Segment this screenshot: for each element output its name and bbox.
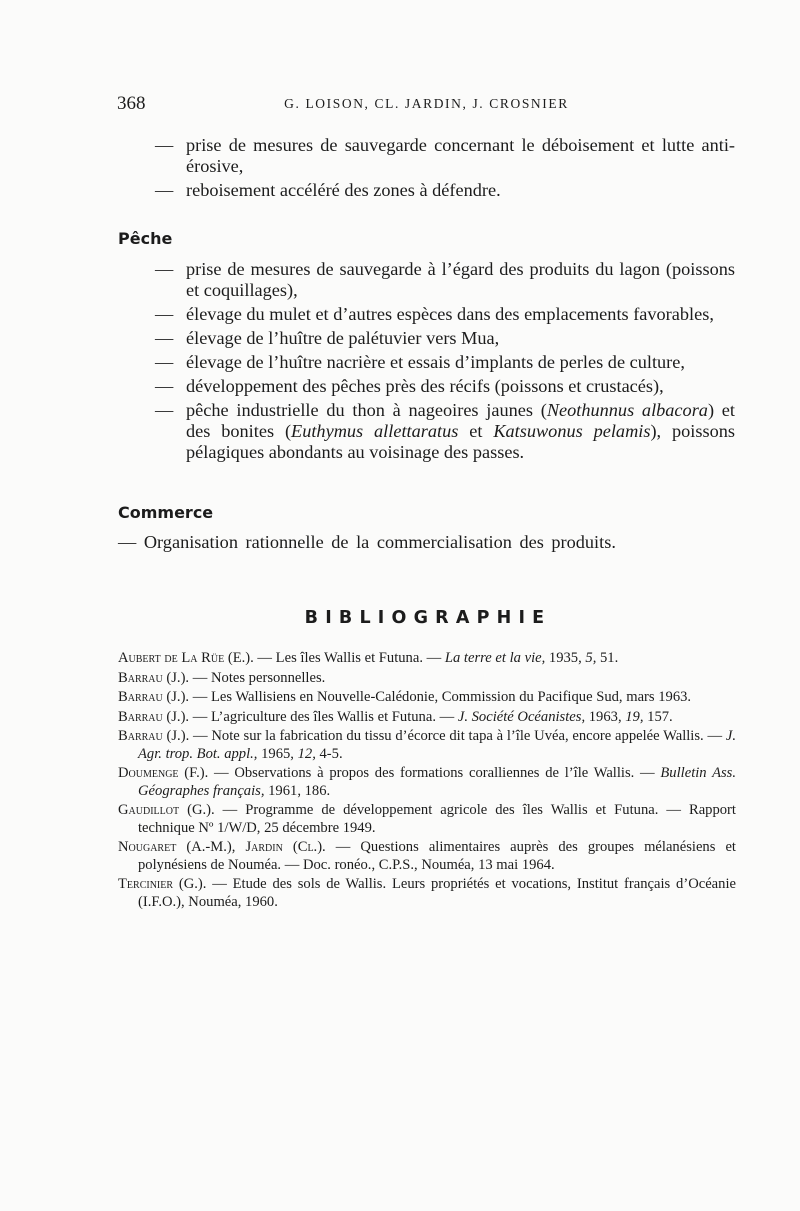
- reference-source: J. Société Océanistes,: [457, 708, 586, 725]
- dash-bullet: —: [155, 259, 174, 279]
- reference-entry: [118, 670, 736, 688]
- reference-text: — Les Wallisiens en Nouvelle-Calédonie, Commission du Pacifique Sud, mars 1963.: [189, 689, 692, 705]
- reference-author: Tercinier (G.).: [118, 876, 207, 892]
- reference-text: — Observations à propos des formations coralliennes de l’île Wallis. —: [208, 765, 661, 781]
- reference-text: — Etude des sols de Wallis. Leurs propriétés et vocations, Institut français d’Océanie (I.F.O.), Nouméa, 1960.: [138, 876, 736, 910]
- reference-source: J. Agr. trop. Bot. appl.,: [138, 728, 736, 762]
- dash-bullet: —: [155, 135, 174, 155]
- dash-bullet: —: [155, 352, 174, 372]
- list-item-text: [186, 400, 735, 462]
- list-item: [155, 328, 735, 349]
- list-item-text: développement des pêches près des récifs (poissons et crustacés),: [186, 376, 664, 396]
- species-name: Katsuwonus pelamis: [493, 421, 651, 441]
- dash-bullet: —: [155, 400, 174, 420]
- reference-pages: 4-5.: [315, 745, 343, 762]
- dash-bullet: —: [155, 180, 174, 200]
- reference-author: Barrau (J.).: [118, 669, 190, 686]
- dash-bullet: —: [155, 328, 174, 348]
- text-segment: pêche industrielle du thon à nageoires jaunes (: [186, 400, 547, 420]
- reference-author: Gaudillot (G.).: [118, 802, 215, 818]
- reference-entry: [118, 876, 736, 911]
- list-item-tuna: [155, 400, 735, 463]
- reference-text: — Notes personnelles.: [189, 669, 326, 686]
- text-segment: et: [458, 421, 494, 441]
- reference-author: Barrau (J.).: [118, 689, 190, 705]
- page-header: [117, 93, 736, 117]
- reference-text: — L’agriculture des îles Wallis et Futuna. —: [189, 708, 458, 725]
- reference-entry: [118, 765, 736, 800]
- reference-source: Bulletin Ass. Géographes français,: [138, 765, 736, 799]
- reference-text: — Les îles Wallis et Futuna. —: [253, 650, 445, 666]
- reference-entry: [118, 802, 736, 837]
- reference-author: Barrau (J.).: [118, 708, 190, 725]
- dash-bullet: —: [155, 304, 174, 324]
- species-name: Euthymus allettaratus: [291, 421, 459, 441]
- list-item-text: prise de mesures de sauvegarde concernant le déboisement et lutte anti-érosive,: [186, 135, 735, 176]
- reference-year: 1963,: [585, 708, 626, 725]
- forest-measures-list: [155, 135, 735, 204]
- species-name: Neothunnus albacora: [546, 400, 708, 420]
- list-item-text: élevage de l’huître nacrière et essais d’implants de perles de culture,: [186, 352, 685, 372]
- commerce-text: — Organisation rationnelle de la commercialisation des produits.: [118, 532, 616, 552]
- reference-text: — Note sur la fabrication du tissu d’écorce dit tapa à l’île Uvéa, encore appelée Wallis. —: [189, 728, 726, 744]
- running-head-authors: G. LOISON, CL. JARDIN, J. CROSNIER: [284, 96, 569, 111]
- list-item: [155, 304, 735, 325]
- reference-text: — Programme de développement agricole des îles Wallis et Futuna. — Rapport technique Nº 1/W/D, 25 décembre 1949.: [138, 802, 736, 836]
- reference-year: 1935,: [545, 650, 586, 666]
- reference-text: — Questions alimentaires auprès des groupes mélanésiens et polynésiens de Nouméa. — Doc. ronéo., C.P.S., Nouméa, 13 mai 1964.: [138, 839, 736, 873]
- list-item: [155, 135, 735, 177]
- section-title-commerce: Commerce: [118, 503, 214, 522]
- list-item-text: prise de mesures de sauvegarde à l’égard des produits du lagon (poissons et coquillages),: [186, 259, 735, 300]
- list-item-text: élevage de l’huître de palétuvier vers Mua,: [186, 328, 500, 348]
- text-segment: ), poissons pélagiques abondants au voisinage des passes.: [186, 421, 735, 462]
- list-item-text: élevage du mulet et d’autres espèces dans des emplacements favorables,: [186, 304, 714, 324]
- dash-bullet: —: [155, 376, 174, 396]
- list-item-text: reboisement accéléré des zones à défendre.: [186, 180, 501, 200]
- peche-measures-list: [155, 259, 735, 466]
- reference-entry: [118, 650, 736, 668]
- reference-entry: [118, 839, 736, 874]
- text-segment: ) et des bonites (: [186, 400, 735, 441]
- list-item: [155, 259, 735, 301]
- list-item: [155, 180, 735, 201]
- reference-author: Nougaret (A.-M.), Jardin (Cl.).: [118, 839, 326, 855]
- bibliography-list: [118, 650, 736, 913]
- bibliography-title: BIBLIOGRAPHIE: [304, 608, 552, 628]
- reference-author: Doumenge (F.).: [118, 765, 209, 781]
- reference-pages: 51.: [596, 650, 619, 666]
- reference-volume: 19,: [625, 708, 644, 725]
- reference-pages: 157.: [643, 708, 673, 725]
- reference-entry: [118, 709, 736, 727]
- reference-author: Aubert de La Rüe (E.).: [118, 650, 254, 666]
- reference-volume: 12,: [297, 745, 316, 762]
- reference-entry: [118, 728, 736, 763]
- reference-year: 1961, 186.: [264, 782, 331, 799]
- reference-year: 1965,: [257, 745, 298, 762]
- reference-source: La terre et la vie,: [444, 650, 546, 666]
- page-number: 368: [117, 93, 146, 114]
- list-item: [155, 376, 735, 397]
- reference-entry: [118, 689, 736, 707]
- reference-volume: 5,: [585, 650, 597, 666]
- list-item: [155, 352, 735, 373]
- section-title-peche: Pêche: [118, 229, 173, 248]
- reference-author: Barrau (J.).: [118, 728, 190, 744]
